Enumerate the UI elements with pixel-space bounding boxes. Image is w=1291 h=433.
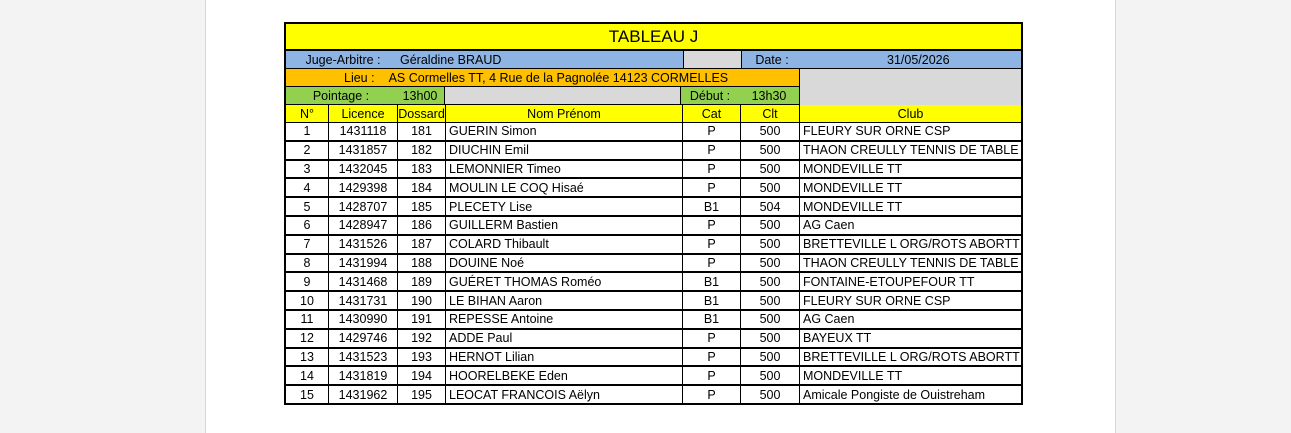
table-header	[284, 105, 1023, 123]
row-clt: 500	[741, 386, 800, 403]
lieu-cell	[284, 69, 800, 87]
row-dossard: 189	[398, 273, 446, 290]
date-label: Date :	[741, 51, 802, 68]
juge-label: Juge-Arbitre :	[286, 51, 400, 68]
row-cat: P	[683, 386, 741, 403]
row-club: THAON CREULLY TENNIS DE TABLE	[803, 255, 1019, 270]
row-nom: DIUCHIN Emil	[446, 142, 683, 159]
row-club: THAON CREULLY TENNIS DE TABLE	[803, 143, 1019, 158]
row-club: FONTAINE-ETOUPEFOUR TT	[803, 274, 975, 289]
table-row	[284, 236, 1023, 255]
lieu-value: AS Cormelles TT, 4 Rue de la Pagnolée 14123 CORMELLES	[388, 70, 729, 85]
row-clt: 500	[741, 349, 800, 366]
table-row	[284, 367, 1023, 386]
row-licence: 1431962	[329, 386, 398, 403]
row-cat: B1	[683, 292, 741, 309]
row-cat: B1	[683, 311, 741, 328]
juge-blank	[683, 51, 741, 68]
lieu-row	[284, 69, 1023, 87]
row-licence: 1428947	[329, 217, 398, 234]
row-no: 14	[286, 367, 329, 384]
row-dossard: 193	[398, 349, 446, 366]
row-nom: LEMONNIER Timeo	[446, 161, 683, 178]
row-nom: COLARD Thibault	[446, 236, 683, 253]
row-club: FLEURY SUR ORNE CSP	[803, 293, 951, 308]
row-club: MONDEVILLE TT	[803, 161, 903, 176]
row-clt: 500	[741, 255, 800, 272]
tableau-sheet	[284, 22, 1023, 405]
row-cat: P	[683, 367, 741, 384]
row-cat: P	[683, 161, 741, 178]
row-clt: 500	[741, 123, 800, 140]
row-licence: 1431731	[329, 292, 398, 309]
row-dossard: 183	[398, 161, 446, 178]
row-nom: HERNOT Lilian	[446, 349, 683, 366]
row-clt: 500	[741, 311, 800, 328]
row-clt: 500	[741, 292, 800, 309]
col-dossard: Dossard	[398, 106, 445, 121]
row-nom: GUILLERM Bastien	[446, 217, 683, 234]
row-club: BRETTEVILLE L ORG/ROTS ABORTT	[803, 237, 1020, 252]
table-row	[284, 255, 1023, 274]
row-clt: 500	[741, 142, 800, 159]
row-no: 12	[286, 330, 329, 347]
pointage-label: Pointage :	[284, 87, 396, 105]
row-clt: 500	[741, 161, 800, 178]
row-club: MONDEVILLE TT	[803, 180, 903, 195]
row-no: 9	[286, 273, 329, 290]
row-club: MONDEVILLE TT	[803, 368, 903, 383]
col-clt: Clt	[741, 105, 800, 122]
table-row	[284, 161, 1023, 180]
table-row	[284, 217, 1023, 236]
row-cat: P	[683, 255, 741, 272]
title-row	[284, 22, 1023, 51]
row-clt: 500	[741, 330, 800, 347]
row-cat: P	[683, 123, 741, 140]
page-title: TABLEAU J	[608, 26, 699, 46]
debut-label: Début :	[681, 87, 739, 105]
row-dossard: 184	[398, 179, 446, 196]
row-cat: P	[683, 179, 741, 196]
document-page	[205, 0, 1116, 433]
lieu-blank	[800, 69, 1023, 87]
row-licence: 1429746	[329, 330, 398, 347]
row-cat: B1	[683, 273, 741, 290]
debut-value: 13h30	[739, 87, 800, 105]
row-club: FLEURY SUR ORNE CSP	[803, 124, 951, 139]
row-licence: 1430990	[329, 311, 398, 328]
row-nom: MOULIN LE COQ Hisaé	[446, 179, 683, 196]
row-no: 11	[286, 311, 329, 328]
row-dossard: 185	[398, 198, 446, 215]
row-club: MONDEVILLE TT	[803, 199, 903, 214]
table-row	[284, 179, 1023, 198]
row-dossard: 186	[398, 217, 446, 234]
row-no: 6	[286, 217, 329, 234]
row-clt: 504	[741, 198, 800, 215]
row-dossard: 195	[398, 386, 446, 403]
row-nom: REPESSE Antoine	[446, 311, 683, 328]
row-nom: GUÉRET THOMAS Roméo	[446, 273, 683, 290]
row-dossard: 187	[398, 236, 446, 253]
row-no: 3	[286, 161, 329, 178]
row-no: 1	[286, 123, 329, 140]
row-no: 8	[286, 255, 329, 272]
row-licence: 1428707	[329, 198, 398, 215]
row-licence: 1431468	[329, 273, 398, 290]
table-row	[284, 386, 1023, 405]
juge-row	[284, 51, 1023, 69]
row-nom: HOORELBEKE Eden	[446, 367, 683, 384]
row-club: BAYEUX TT	[803, 331, 872, 346]
col-no: N°	[286, 105, 329, 122]
pointage-value: 13h00	[396, 87, 444, 105]
table-row	[284, 198, 1023, 217]
row-dossard: 192	[398, 330, 446, 347]
horaire-row	[284, 87, 1023, 105]
col-nom: Nom Prénom	[446, 105, 683, 122]
col-cat: Cat	[683, 105, 741, 122]
row-club: Amicale Pongiste de Ouistreham	[803, 387, 986, 402]
table-row	[284, 273, 1023, 292]
table-row	[284, 330, 1023, 349]
horaire-blank	[444, 87, 681, 105]
row-licence: 1431118	[329, 123, 398, 140]
table-row	[284, 311, 1023, 330]
row-dossard: 188	[398, 255, 446, 272]
date-value: 31/05/2026	[802, 51, 1021, 68]
row-no: 5	[286, 198, 329, 215]
row-licence: 1431526	[329, 236, 398, 253]
row-dossard: 181	[398, 123, 446, 140]
col-club: Club	[897, 106, 924, 121]
row-no: 15	[286, 386, 329, 403]
row-club: BRETTEVILLE L ORG/ROTS ABORTT	[803, 349, 1020, 364]
row-licence: 1429398	[329, 179, 398, 196]
row-cat: P	[683, 217, 741, 234]
row-no: 7	[286, 236, 329, 253]
row-licence: 1431523	[329, 349, 398, 366]
row-club: AG Caen	[803, 218, 855, 233]
row-nom: GUERIN Simon	[446, 123, 683, 140]
row-dossard: 194	[398, 367, 446, 384]
row-dossard: 190	[398, 292, 446, 309]
table-row	[284, 349, 1023, 368]
row-licence: 1431994	[329, 255, 398, 272]
row-dossard: 191	[398, 311, 446, 328]
row-nom: PLECETY Lise	[446, 198, 683, 215]
row-licence: 1432045	[329, 161, 398, 178]
row-clt: 500	[741, 367, 800, 384]
col-licence: Licence	[329, 105, 398, 122]
row-licence: 1431857	[329, 142, 398, 159]
row-club: AG Caen	[803, 312, 855, 327]
juge-name: Géraldine BRAUD	[400, 51, 683, 68]
table-row	[284, 292, 1023, 311]
table-body	[284, 123, 1023, 405]
row-nom: ADDE Paul	[446, 330, 683, 347]
row-dossard: 182	[398, 142, 446, 159]
row-nom: LE BIHAN Aaron	[446, 292, 683, 309]
row-no: 13	[286, 349, 329, 366]
row-nom: DOUINE Noé	[446, 255, 683, 272]
table-row	[284, 142, 1023, 161]
table-row	[284, 123, 1023, 142]
row-cat: P	[683, 142, 741, 159]
row-clt: 500	[741, 273, 800, 290]
lieu-label: Lieu :	[344, 70, 375, 85]
row-clt: 500	[741, 217, 800, 234]
row-cat: P	[683, 236, 741, 253]
row-clt: 500	[741, 179, 800, 196]
row-cat: B1	[683, 198, 741, 215]
row-cat: P	[683, 330, 741, 347]
row-cat: P	[683, 349, 741, 366]
row-no: 10	[286, 292, 329, 309]
row-clt: 500	[741, 236, 800, 253]
row-licence: 1431819	[329, 367, 398, 384]
row-no: 2	[286, 142, 329, 159]
row-nom: LEOCAT FRANCOIS Aëlyn	[446, 386, 683, 403]
horaire-blank-right	[800, 87, 1023, 105]
row-no: 4	[286, 179, 329, 196]
